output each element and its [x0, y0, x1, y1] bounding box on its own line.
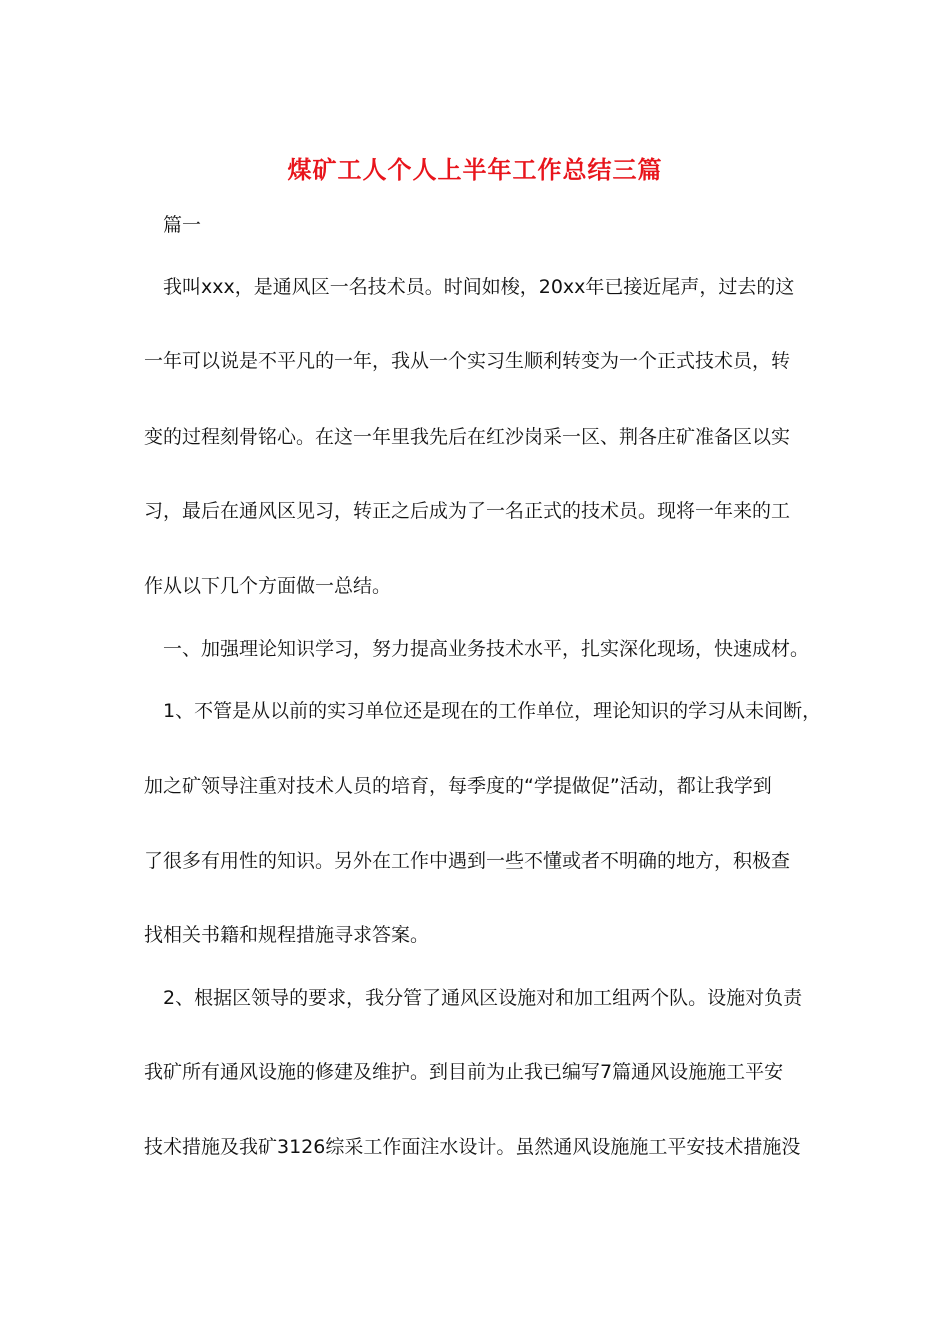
paragraph-line: 找相关书籍和规程措施寻求答案。: [144, 924, 430, 946]
paragraph-line: 作从以下几个方面做一总结。: [144, 575, 392, 597]
paragraph-line: 1、不管是从以前的实习单位还是现在的工作单位，理论知识的学习从未间断，: [163, 700, 822, 722]
document-title: 煤矿工人个人上半年工作总结三篇: [287, 156, 663, 184]
paragraph-line: 变的过程刻骨铭心。在这一年里我先后在红沙岗采一区、荆各庄矿准备区以实: [144, 426, 791, 448]
paragraph-line: 我叫xxx，是通风区一名技术员。时间如梭，20xx年已接近尾声，过去的这: [163, 276, 795, 298]
heading-line: 一、加强理论知识学习，努力提高业务技术水平，扎实深化现场，快速成材。: [163, 638, 810, 660]
paragraph-line: 我矿所有通风设施的修建及维护。到目前为止我已编写7篇通风设施施工平安: [144, 1061, 784, 1083]
paragraph-line: 了很多有用性的知识。另外在工作中遇到一些不懂或者不明确的地方，积极查: [144, 850, 791, 872]
paragraph-line: 技术措施及我矿3126综采工作面注水设计。虽然通风设施施工平安技术措施没: [144, 1136, 801, 1158]
paragraph-line: 一年可以说是不平凡的一年，我从一个实习生顺利转变为一个正式技术员，转: [144, 350, 791, 372]
paragraph-line: 加之矿领导注重对技术人员的培育，每季度的“学提做促”活动，都让我学到: [144, 775, 772, 797]
paragraph-line: 2、根据区领导的要求，我分管了通风区设施对和加工组两个队。设施对负责: [163, 987, 803, 1009]
section-label: 篇一: [163, 214, 202, 236]
paragraph-line: 习，最后在通风区见习，转正之后成为了一名正式的技术员。现将一年来的工: [144, 500, 791, 522]
